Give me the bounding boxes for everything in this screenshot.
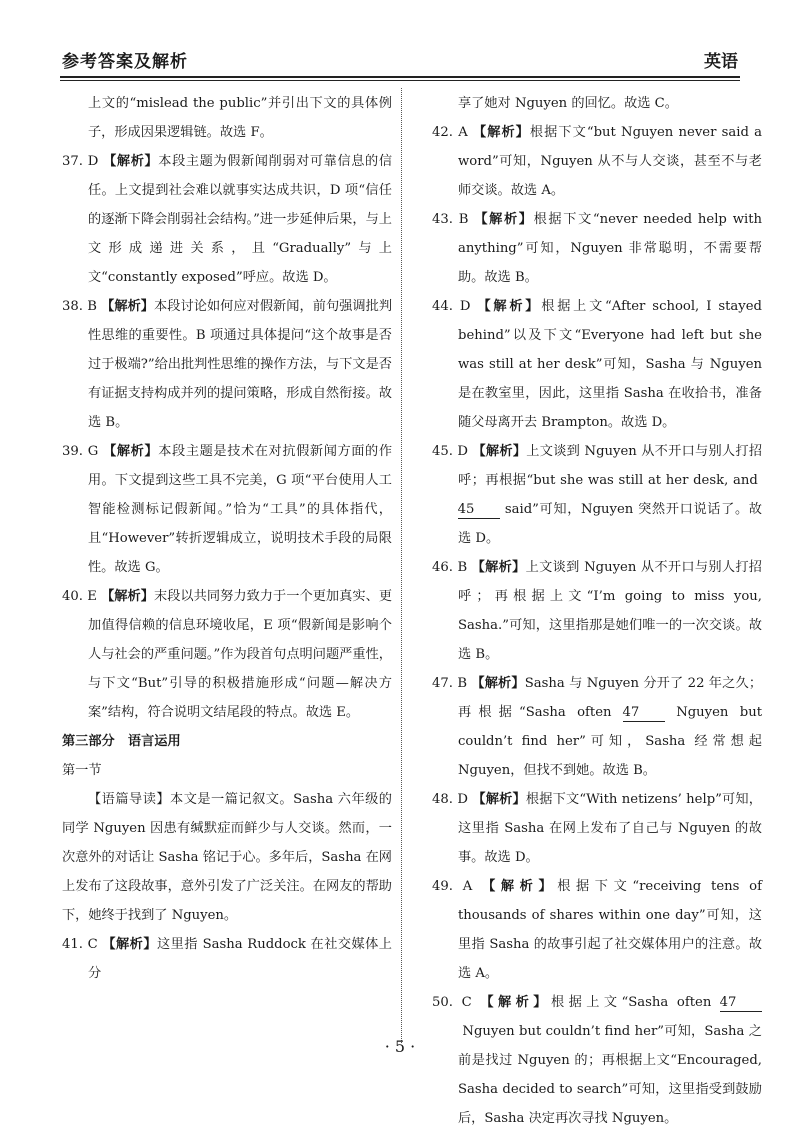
right-column (432, 89, 762, 1133)
answer-47 (432, 669, 762, 785)
answer-number: 45. D (432, 444, 469, 459)
answer-39 (62, 437, 392, 582)
answer-number: 43. B (432, 212, 469, 227)
answer-number: 47. B (432, 676, 468, 691)
analysis-tag: 【解析】 (471, 676, 525, 691)
answer-number: 41. C (62, 937, 98, 952)
answer-37 (62, 147, 392, 292)
blank-number: 47 (720, 995, 762, 1012)
answer-number: 40. E (62, 589, 97, 604)
answer-text: 本段主题是技术在对抗假新闻方面的作用。下文提到这些工具不完美，G 项“平台使用人工智能检测标记假新闻。”恰为“工具”的具体指代，且“However”转折逻辑成立，说明技术手段的局限性。故选 G。 (88, 444, 393, 575)
answer-44 (432, 292, 762, 437)
analysis-tag: 【解析】 (101, 299, 155, 314)
analysis-tag: 【解析】 (102, 937, 157, 952)
answer-text: 根据下文“but Nguyen never said a word”可知，Nguyen 从不与人交谈，甚至不与老师交谈。故选 A。 (458, 125, 762, 198)
answer-text: 根据上文“Sasha often (550, 995, 712, 1010)
analysis-tag: 【解析】 (101, 589, 154, 604)
answer-number: 48. D (432, 792, 468, 807)
answer-42 (432, 118, 762, 205)
answer-number: 42. A (432, 125, 468, 140)
answer-text: 本段讨论如何应对假新闻，前句强调批判性思维的重要性。B 项通过具体提问“这个故事是否过于极端?”给出批判性思维的操作方法，与下文是否有证据支持构成并列的提问策略，形成自然衔接。故选 B。 (88, 299, 393, 430)
answer-text: 根据下文“With netizens’ help”可知，这里指 Sasha 在网上发布了自己与 Nguyen 的故事。故选 D。 (458, 792, 762, 865)
analysis-tag: 【解析】 (472, 444, 527, 459)
answer-text: Sasha 与 Nguyen 分开了 22 年之久；再根据“Sasha often (458, 676, 763, 720)
answer-text: 根据下文“never needed help with anything”可知，Nguyen 非常聪明，不需要帮助。故选 B。 (458, 212, 762, 285)
answer-49 (432, 872, 762, 988)
page-number: · 5 · (384, 1037, 416, 1056)
header-title: 参考答案及解析 (62, 52, 188, 72)
blank-number: 45 (458, 502, 500, 519)
analysis-tag: 【解析】 (471, 560, 526, 575)
answer-46 (432, 553, 762, 669)
analysis-tag: 【解析】 (474, 212, 534, 227)
header-rule-thin (60, 80, 740, 81)
answer-number: 39. G (62, 444, 99, 459)
answer-number: 46. B (432, 560, 468, 575)
answer-text-after: said”可知，Nguyen 突然开口说话了。故选 D。 (458, 502, 762, 546)
answer-40 (62, 582, 392, 727)
analysis-tag: 【解析】 (472, 792, 526, 807)
answer-43 (432, 205, 762, 292)
answer-text: 根据上文“After school, I stayed behind”以及下文“Everyone had left but she was still at her desk”可知，Sasha 与 Nguyen 是在教室里，因此，这里指 Sasha 在收拾书，准备随父母离开去 Brampton。故选 D。 (458, 299, 762, 430)
answer-number: 37. D (62, 154, 99, 169)
answer-text: 末段以共同努力致力于一个更加真实、更加值得信赖的信息环境收尾，E 项“假新闻是影响个人与社会的严重问题。”作为段首句点明问题严重性，与下文“But”引导的积极措施形成“问题—解决方案”结构，符合说明文结尾段的特点。故选 E。 (88, 589, 393, 720)
answer-number: 44. D (432, 299, 471, 314)
answer-number: 38. B (62, 299, 97, 314)
subsection-heading: 第一节 (62, 763, 102, 778)
answer-45 (432, 437, 762, 553)
answer-41 (62, 930, 392, 988)
answer-text: 上文谈到 Nguyen 从不开口与别人打招呼；再根据“but she was still at her desk, and (458, 444, 763, 488)
answer-text: 根据下文“receiving tens of thousands of shares within one day”可知，这里指 Sasha 的故事引起了社交媒体用户的注意。故选 A。 (458, 879, 762, 981)
section-heading: 第三部分 语言运用 (62, 734, 181, 749)
answer-text-after: Nguyen but couldn’t find her”可知，Sasha 经常想起 Nguyen，但找不到她。故选 B。 (458, 705, 762, 778)
answer-number: 49. A (432, 879, 473, 894)
reading-guide: 【语篇导读】本文是一篇记叙文。Sasha 六年级的同学 Nguyen 因患有缄默症而鲜少与人交谈。然而，一次意外的对话让 Sasha 铭记于心。多年后，Sasha 在网上发布了这段故事，意外引发了广泛关注。在网友的帮助下，她终于找到了 Nguyen。 (62, 792, 392, 923)
answer-text-after: Nguyen but couldn’t find her”可知，Sasha 之前是找过 Nguyen 的；再根据上文“Encouraged, Sasha decided to search”可知，这里指受到鼓励后，Sasha 决定再次寻找 Nguyen。 (458, 1024, 762, 1126)
analysis-tag: 【解析】 (480, 995, 551, 1010)
header-rule (60, 76, 740, 78)
answer-36-continued: 上文的“mislead the public”并引出下文的具体例子，形成因果逻辑链。故选 F。 (88, 96, 392, 140)
answer-text: 上文谈到 Nguyen 从不开口与别人打招呼；再根据上文“I’m going to miss you, Sasha.”可知，这里指那是她们唯一的一次交谈。故选 B。 (458, 560, 762, 662)
answer-50 (432, 988, 762, 1133)
answer-48 (432, 785, 762, 872)
answer-text: 本段主题为假新闻削弱对可靠信息的信任。上文提到社会难以就事实达成共识，D 项“信任的逐渐下降会削弱社会结构。”进一步延伸后果，与上文形成递进关系，且“Gradually”与上文“constantly exposed”呼应。故选 D。 (88, 154, 393, 285)
left-column (62, 89, 392, 988)
header-subject: 英语 (704, 52, 738, 72)
analysis-tag: 【解析】 (482, 879, 558, 894)
analysis-tag: 【解析】 (103, 154, 159, 169)
analysis-tag: 【解析】 (103, 444, 159, 459)
analysis-tag: 【解析】 (477, 299, 542, 314)
column-divider (401, 88, 402, 1043)
analysis-tag: 【解析】 (472, 125, 530, 140)
answer-41-continued: 享了她对 Nguyen 的回忆。故选 C。 (458, 96, 678, 111)
answer-number: 50. C (432, 995, 472, 1010)
blank-number: 47 (623, 705, 665, 722)
answer-text: 这里指 Sasha Ruddock 在社交媒体上分 (88, 937, 392, 981)
answer-38 (62, 292, 392, 437)
